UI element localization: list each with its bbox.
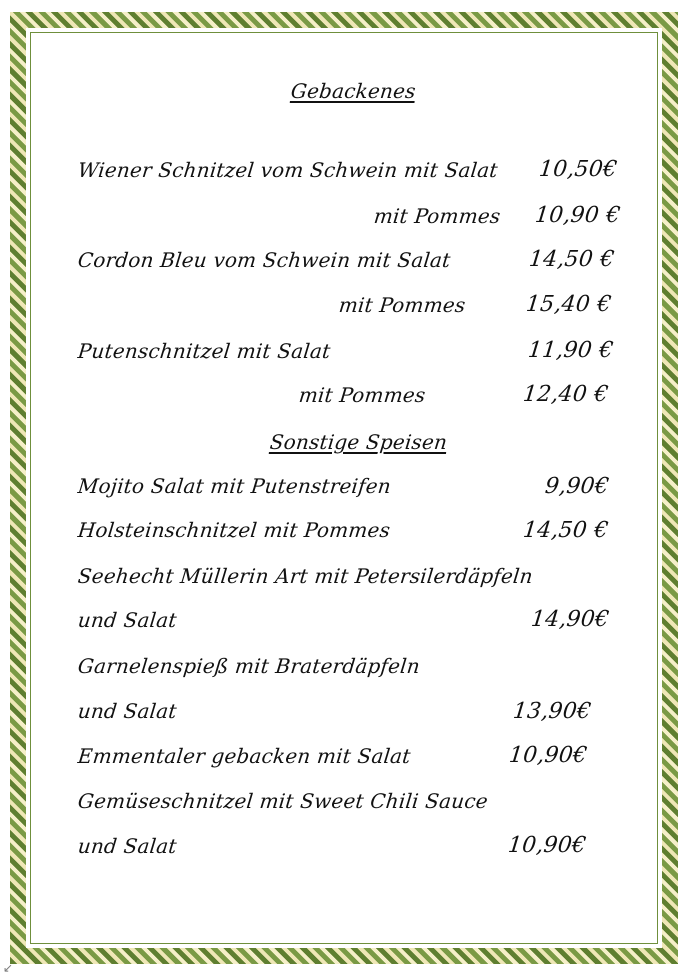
item-cordon-pommes-price: 15,40 €	[524, 292, 613, 317]
arrow-icon: ↙	[3, 961, 14, 975]
item-putenschnitzel-name: Putenschnitzel mit Salat	[76, 339, 332, 363]
other-item-mojito-name: Mojito Salat mit Putenstreifen	[76, 474, 393, 498]
other-item-holstein-price: 14,50 €	[521, 518, 610, 543]
other-item-gemuese-price: 10,90€	[506, 833, 588, 858]
other-item-mojito-price: 9,90€	[543, 474, 611, 499]
other-item-garnelen-price: 13,90€	[511, 699, 593, 724]
item-puten-pommes-name: mit Pommes	[297, 383, 427, 407]
other-item-holstein-name: Holsteinschnitzel mit Pommes	[76, 518, 392, 542]
heading-gebackenes: Gebackenes	[289, 79, 417, 103]
other-item-seehecht-salat-name: und Salat	[76, 608, 178, 632]
item-puten-pommes-price: 12,40 €	[521, 382, 610, 407]
other-item-garnelen-salat-name: und Salat	[76, 699, 178, 723]
item-cordon-bleu-price: 14,50 €	[527, 247, 616, 272]
other-item-gemuese-salat-name: und Salat	[76, 834, 178, 858]
other-item-emmentaler-price: 10,90€	[507, 743, 589, 768]
item-wiener-pommes-name: mit Pommes	[372, 204, 502, 228]
other-item-gemuese-name: Gemüseschnitzel mit Sweet Chili Sauce	[76, 789, 490, 813]
heading-sonstige-speisen: Sonstige Speisen	[268, 430, 449, 454]
other-item-seehecht-name: Seehecht Müllerin Art mit Petersilerdäpfeln	[76, 564, 535, 588]
other-item-seehecht-price: 14,90€	[529, 607, 611, 632]
item-putenschnitzel-price: 11,90 €	[526, 338, 615, 363]
other-item-garnelen-name: Garnelenspieß mit Braterdäpfeln	[76, 654, 422, 678]
item-cordon-bleu-name: Cordon Bleu vom Schwein mit Salat	[76, 248, 452, 272]
item-wiener-pommes-price: 10,90 €	[533, 203, 622, 228]
item-cordon-pommes-name: mit Pommes	[337, 293, 467, 317]
item-wiener-schnitzel-price: 10,50€	[537, 157, 619, 182]
item-wiener-schnitzel-name: Wiener Schnitzel vom Schwein mit Salat	[76, 158, 499, 182]
other-item-emmentaler-name: Emmentaler gebacken mit Salat	[76, 744, 412, 768]
